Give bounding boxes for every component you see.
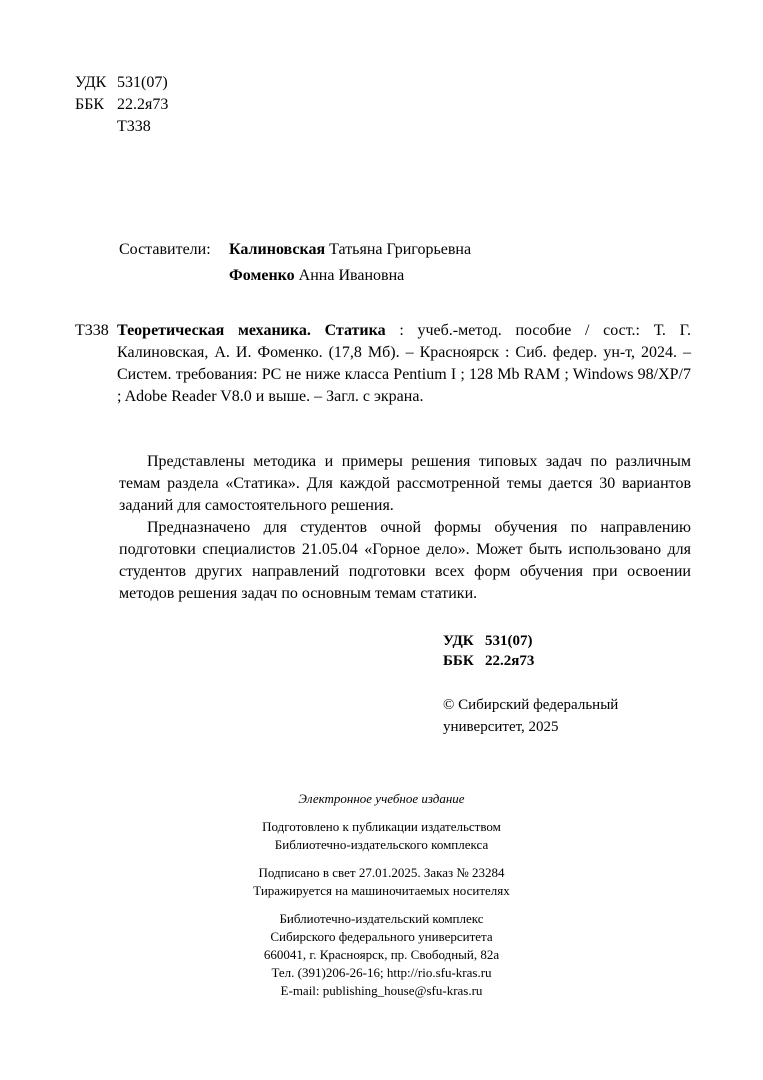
- signed-line: Подписано в свет 27.01.2025. Заказ № 23284: [258, 865, 505, 880]
- compiler-2-surname: Фоменко: [229, 267, 295, 284]
- publisher-address: 660041, г. Красноярск, пр. Свободный, 82а: [263, 947, 500, 962]
- copyright-line-2: университет, 2025: [443, 719, 559, 735]
- catalog-entry: [117, 320, 691, 408]
- author-mark-row: [75, 116, 168, 138]
- bbk-value: 22.2я73: [117, 96, 169, 113]
- compiler-1-surname: Калиновская: [229, 241, 326, 258]
- publisher-line-2: Сибирского федерального университета: [270, 929, 493, 944]
- bbk-row: [75, 94, 168, 116]
- udk-label-bottom: УДК: [443, 633, 474, 649]
- publisher-line-1: Библиотечно-издательский комплекс: [279, 911, 484, 926]
- abstract-paragraph-1: Представлены методика и примеры решения типовых задач по различным темам раздела «Статика». Для каждой рассмотренной темы дается 30 вариантов заданий для самостоятельного решения.: [119, 453, 691, 514]
- compiler-2-name: Анна Ивановна: [298, 267, 405, 284]
- imprint-block: [0, 790, 763, 1000]
- udk-value: 531(07): [117, 74, 168, 91]
- catalog-code: Т338: [75, 322, 109, 339]
- udk-block-bottom: [443, 630, 534, 670]
- bbk-label-bottom: ББК: [443, 653, 474, 669]
- bbk-row-bottom: [443, 650, 534, 670]
- prepared-line-1: Подготовлено к публикации издательством: [262, 819, 501, 834]
- compilers-block: [119, 239, 739, 291]
- author-mark: Т338: [117, 118, 151, 135]
- prepared-line-2: Библиотечно-издательского комплекса: [274, 837, 489, 852]
- udk-row: [75, 72, 168, 94]
- compiler-1-name: Татьяна Григорьевна: [329, 241, 472, 258]
- publisher-phone-site: Тел. (391)206-26-16; http://rio.sfu-kras.ru: [271, 965, 492, 980]
- abstract: [119, 451, 691, 605]
- udk-label: УДК: [75, 74, 107, 91]
- copyright-line-1: © Сибирский федеральный: [443, 697, 619, 713]
- udk-block-top: [75, 72, 168, 138]
- replicated-line: Тиражируется на машиночитаемых носителях: [253, 883, 510, 898]
- edition-type: Электронное учебное издание: [298, 791, 465, 806]
- compiler-row-1: [119, 239, 739, 265]
- udk-value-bottom: 531(07): [485, 633, 533, 649]
- compiler-row-2: [119, 265, 739, 291]
- bbk-value-bottom: 22.2я73: [485, 653, 535, 669]
- publisher-email: E-mail: publishing_house@sfu-kras.ru: [280, 983, 483, 998]
- compilers-label: Составители:: [119, 241, 211, 258]
- catalog-title: Теоретическая механика. Статика: [117, 322, 386, 339]
- udk-row-bottom: [443, 630, 534, 650]
- catalog-description: : учеб.-метод. пособие / сост.: Т. Г. Калиновская, А. И. Фоменко. (17,8 Мб). – Красноярск : Сиб. федер. ун-т, 2024. – Систем. требования: PC не ниже класса Pentium I ; 128 Mb RAM ; Windows 98/XP/7 ; Adobe Reader V8.0 и выше. – Загл. с экрана.: [117, 322, 692, 405]
- copyright-notice: [443, 694, 703, 738]
- bbk-label: ББК: [75, 96, 105, 113]
- abstract-paragraph-2: Предназначено для студентов очной формы обучения по направлению подготовки специалистов 21.05.04 «Горное дело». Может быть использовано для студентов других направлений подготовки всех форм обучения при освоении методов решения задач по основным темам статики.: [119, 519, 691, 602]
